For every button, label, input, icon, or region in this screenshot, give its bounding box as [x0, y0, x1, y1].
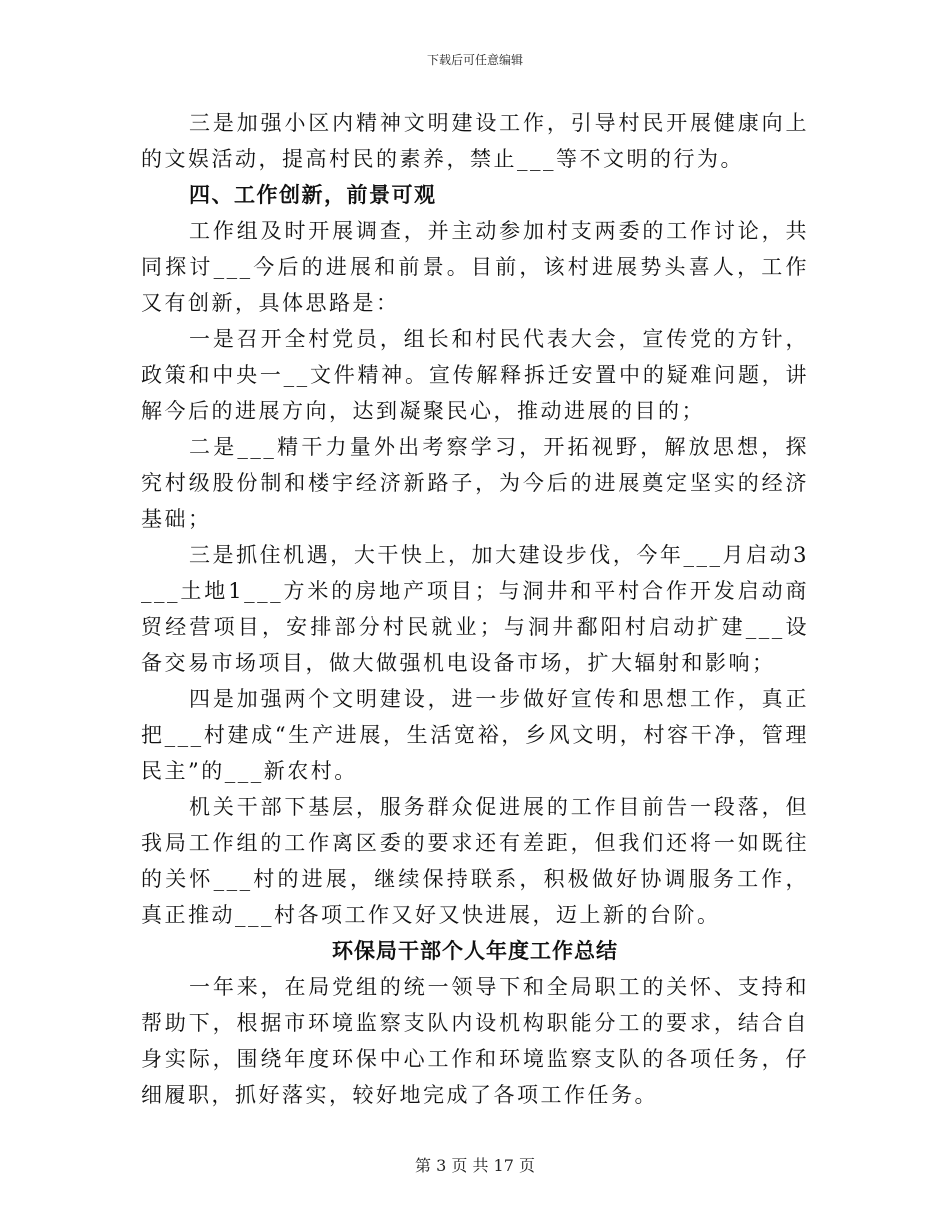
paragraph-point-three: 三是抓住机遇，大干快上，加大建设步伐，今年___月启动3___土地1___方米的房地产项目；与洞井和平村合作开发启动商贸经营项目，安排部分村民就业；与洞井鄱阳村启动扩建___设备交易市场项目，做大做强机电设备市场，扩大辐射和影响； — [141, 543, 809, 675]
paragraph-investigation: 工作组及时开展调查，并主动参加村支两委的工作讨论，共同探讨___今后的进展和前景。目前，该村进展势头喜人，工作又有创新，具体思路是： — [141, 219, 809, 315]
section-heading-innovation: 四、工作创新，前景可观 — [189, 182, 437, 207]
paragraph-civilization: 三是加强小区内精神文明建设工作，引导村民开展健康向上的文娱活动，提高村民的素养，禁止___等不文明的行为。 — [141, 111, 809, 171]
page-header-note: 下载后可任意编辑 — [426, 53, 523, 67]
document-body — [141, 105, 809, 1113]
paragraph-annual-summary: 一年来，在局党组的统一领导下和全局职工的关怀、支持和帮助下，根据市环境监察支队内设机构职能分工的要求，结合自身实际，围绕年度环保中心工作和环境监察支队的各项任务，仔细履职，抓好落实，较好地完成了各项工作任务。 — [141, 975, 809, 1107]
paragraph-conclusion: 机关干部下基层，服务群众促进展的工作目前告一段落，但我局工作组的工作离区委的要求还有差距，但我们还将一如既往的关怀___村的进展，继续保持联系，积极做好协调服务工作，真正推动___村各项工作又好又快进展，迈上新的台阶。 — [141, 795, 809, 927]
page-number: 第 3 页 共 17 页 — [415, 1156, 535, 1175]
document-title: 环保局干部个人年度工作总结 — [332, 938, 618, 963]
paragraph-point-two: 二是___精干力量外出考察学习，开拓视野，解放思想，探究村级股份制和楼宇经济新路子，为今后的进展奠定坚实的经济基础； — [141, 435, 809, 531]
paragraph-point-one: 一是召开全村党员，组长和村民代表大会，宣传党的方针，政策和中央一__文件精神。宣传解释拆迁安置中的疑难问题，讲解今后的进展方向，达到凝聚民心，推动进展的目的； — [141, 327, 809, 423]
paragraph-point-four: 四是加强两个文明建设，进一步做好宣传和思想工作，真正把___村建成“生产进展，生活宽裕，乡风文明，村容干净，管理民主”的___新农村。 — [141, 687, 809, 783]
